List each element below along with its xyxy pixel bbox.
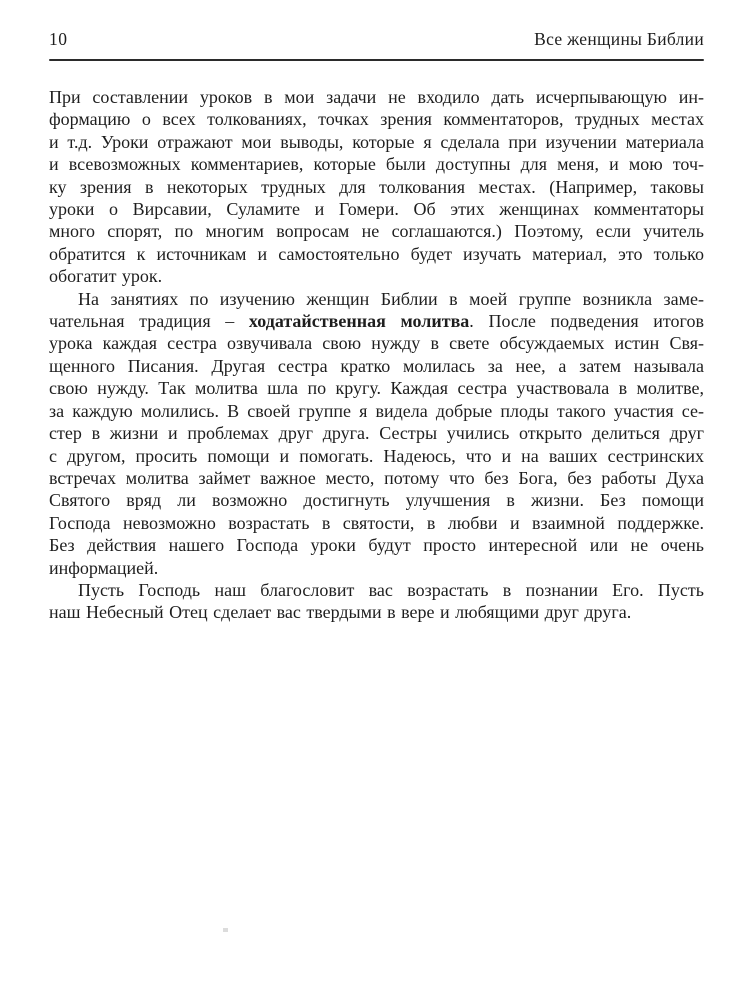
paragraph: [49, 86, 704, 288]
text-segment: с другом, просить помощи и помогать. Надеюсь, что и на ваших сестринских: [49, 445, 704, 466]
text-line: [49, 377, 704, 399]
text-line: [49, 288, 704, 310]
text-segment: за каждую молились. В своей группе я видела добрые плоды такого участия се-: [49, 400, 704, 421]
text-line: [49, 445, 704, 467]
scan-artifact: [223, 928, 228, 932]
page-header: [49, 28, 704, 50]
text-segment: наш Небесный Отец сделает вас твердыми в вере и любящими друг друга.: [49, 602, 632, 623]
text-segment: На занятиях по изучению женщин Библии в моей группе возникла заме-: [78, 288, 704, 309]
text-segment: . После подведения итогов: [469, 311, 704, 332]
text-line: [49, 108, 704, 130]
text-line: [49, 489, 704, 511]
text-segment: много спорят, по многим вопросам не соглашаются.) Поэтому, если учитель: [49, 221, 704, 242]
text-line: [49, 512, 704, 534]
paragraph: [49, 288, 704, 579]
page-number: 10: [49, 29, 68, 49]
text-segment: ку зрения в некоторых трудных для толкования местах. (Например, таковы: [49, 176, 704, 197]
running-title: Все женщины Библии: [534, 29, 704, 49]
text-segment: чательная традиция –: [49, 311, 249, 332]
text-segment: свою нужду. Так молитва шла по кругу. Каждая сестра участвовала в молитве,: [49, 378, 704, 399]
text-line: [49, 243, 704, 265]
text-segment: Без действия нашего Господа уроки будут просто интересной или не очень: [49, 535, 704, 556]
text-line: [49, 579, 704, 601]
text-line: [49, 422, 704, 444]
text-line: [49, 467, 704, 489]
text-segment: уроки о Вирсавии, Суламите и Гомери. Об этих женщинах комментаторы: [49, 199, 704, 220]
text-segment: Пусть Господь наш благословит вас возрастать в познании Его. Пусть: [78, 579, 704, 600]
paragraph: [49, 579, 704, 624]
text-line: [49, 310, 704, 332]
bold-text: ходатайственная молитва: [248, 311, 470, 332]
text-line: [49, 332, 704, 354]
text-segment: обогатит урок.: [49, 266, 163, 287]
text-segment: и т.д. Уроки отражают мои выводы, которые я сделала при изучении материала: [49, 131, 704, 152]
text-line: [49, 198, 704, 220]
text-line: [49, 220, 704, 242]
text-segment: информацией.: [49, 557, 159, 578]
text-line: [49, 355, 704, 377]
text-segment: и всевозможных комментариев, которые были доступны для меня, и мою точ-: [49, 154, 704, 175]
text-segment: урока каждая сестра озвучивала свою нужду в свете обсуждаемых истин Свя-: [49, 333, 704, 354]
text-segment: При составлении уроков в мои задачи не входило дать исчерпывающую ин-: [49, 87, 704, 107]
page-body: [49, 86, 704, 624]
text-segment: встречах молитва займет важное место, потому что без Бога, без работы Духа: [49, 467, 704, 488]
text-line: [49, 400, 704, 422]
text-line: [49, 176, 704, 198]
text-line: [49, 265, 704, 287]
text-segment: щенного Писания. Другая сестра кратко молилась за нее, а затем называла: [49, 355, 704, 376]
text-segment: Господа невозможно возрастать в святости, в любви и взаимной поддержке.: [49, 512, 704, 533]
text-segment: обратится к источникам и самостоятельно будет изучать материал, это только: [49, 243, 704, 264]
text-segment: формацию о всех толкованиях, точках зрения комментаторов, трудных местах: [49, 109, 704, 130]
text-line: [49, 601, 704, 623]
header-rule: [49, 59, 704, 61]
text-line: [49, 131, 704, 153]
text-line: [49, 557, 704, 579]
text-segment: Святого вряд ли возможно достигнуть улучшения в жизни. Без помощи: [49, 490, 704, 511]
text-line: [49, 153, 704, 175]
text-line: [49, 534, 704, 556]
text-line: [49, 86, 704, 108]
text-segment: стер в жизни и проблемах друг друга. Сестры учились открыто делиться друг: [49, 423, 704, 444]
